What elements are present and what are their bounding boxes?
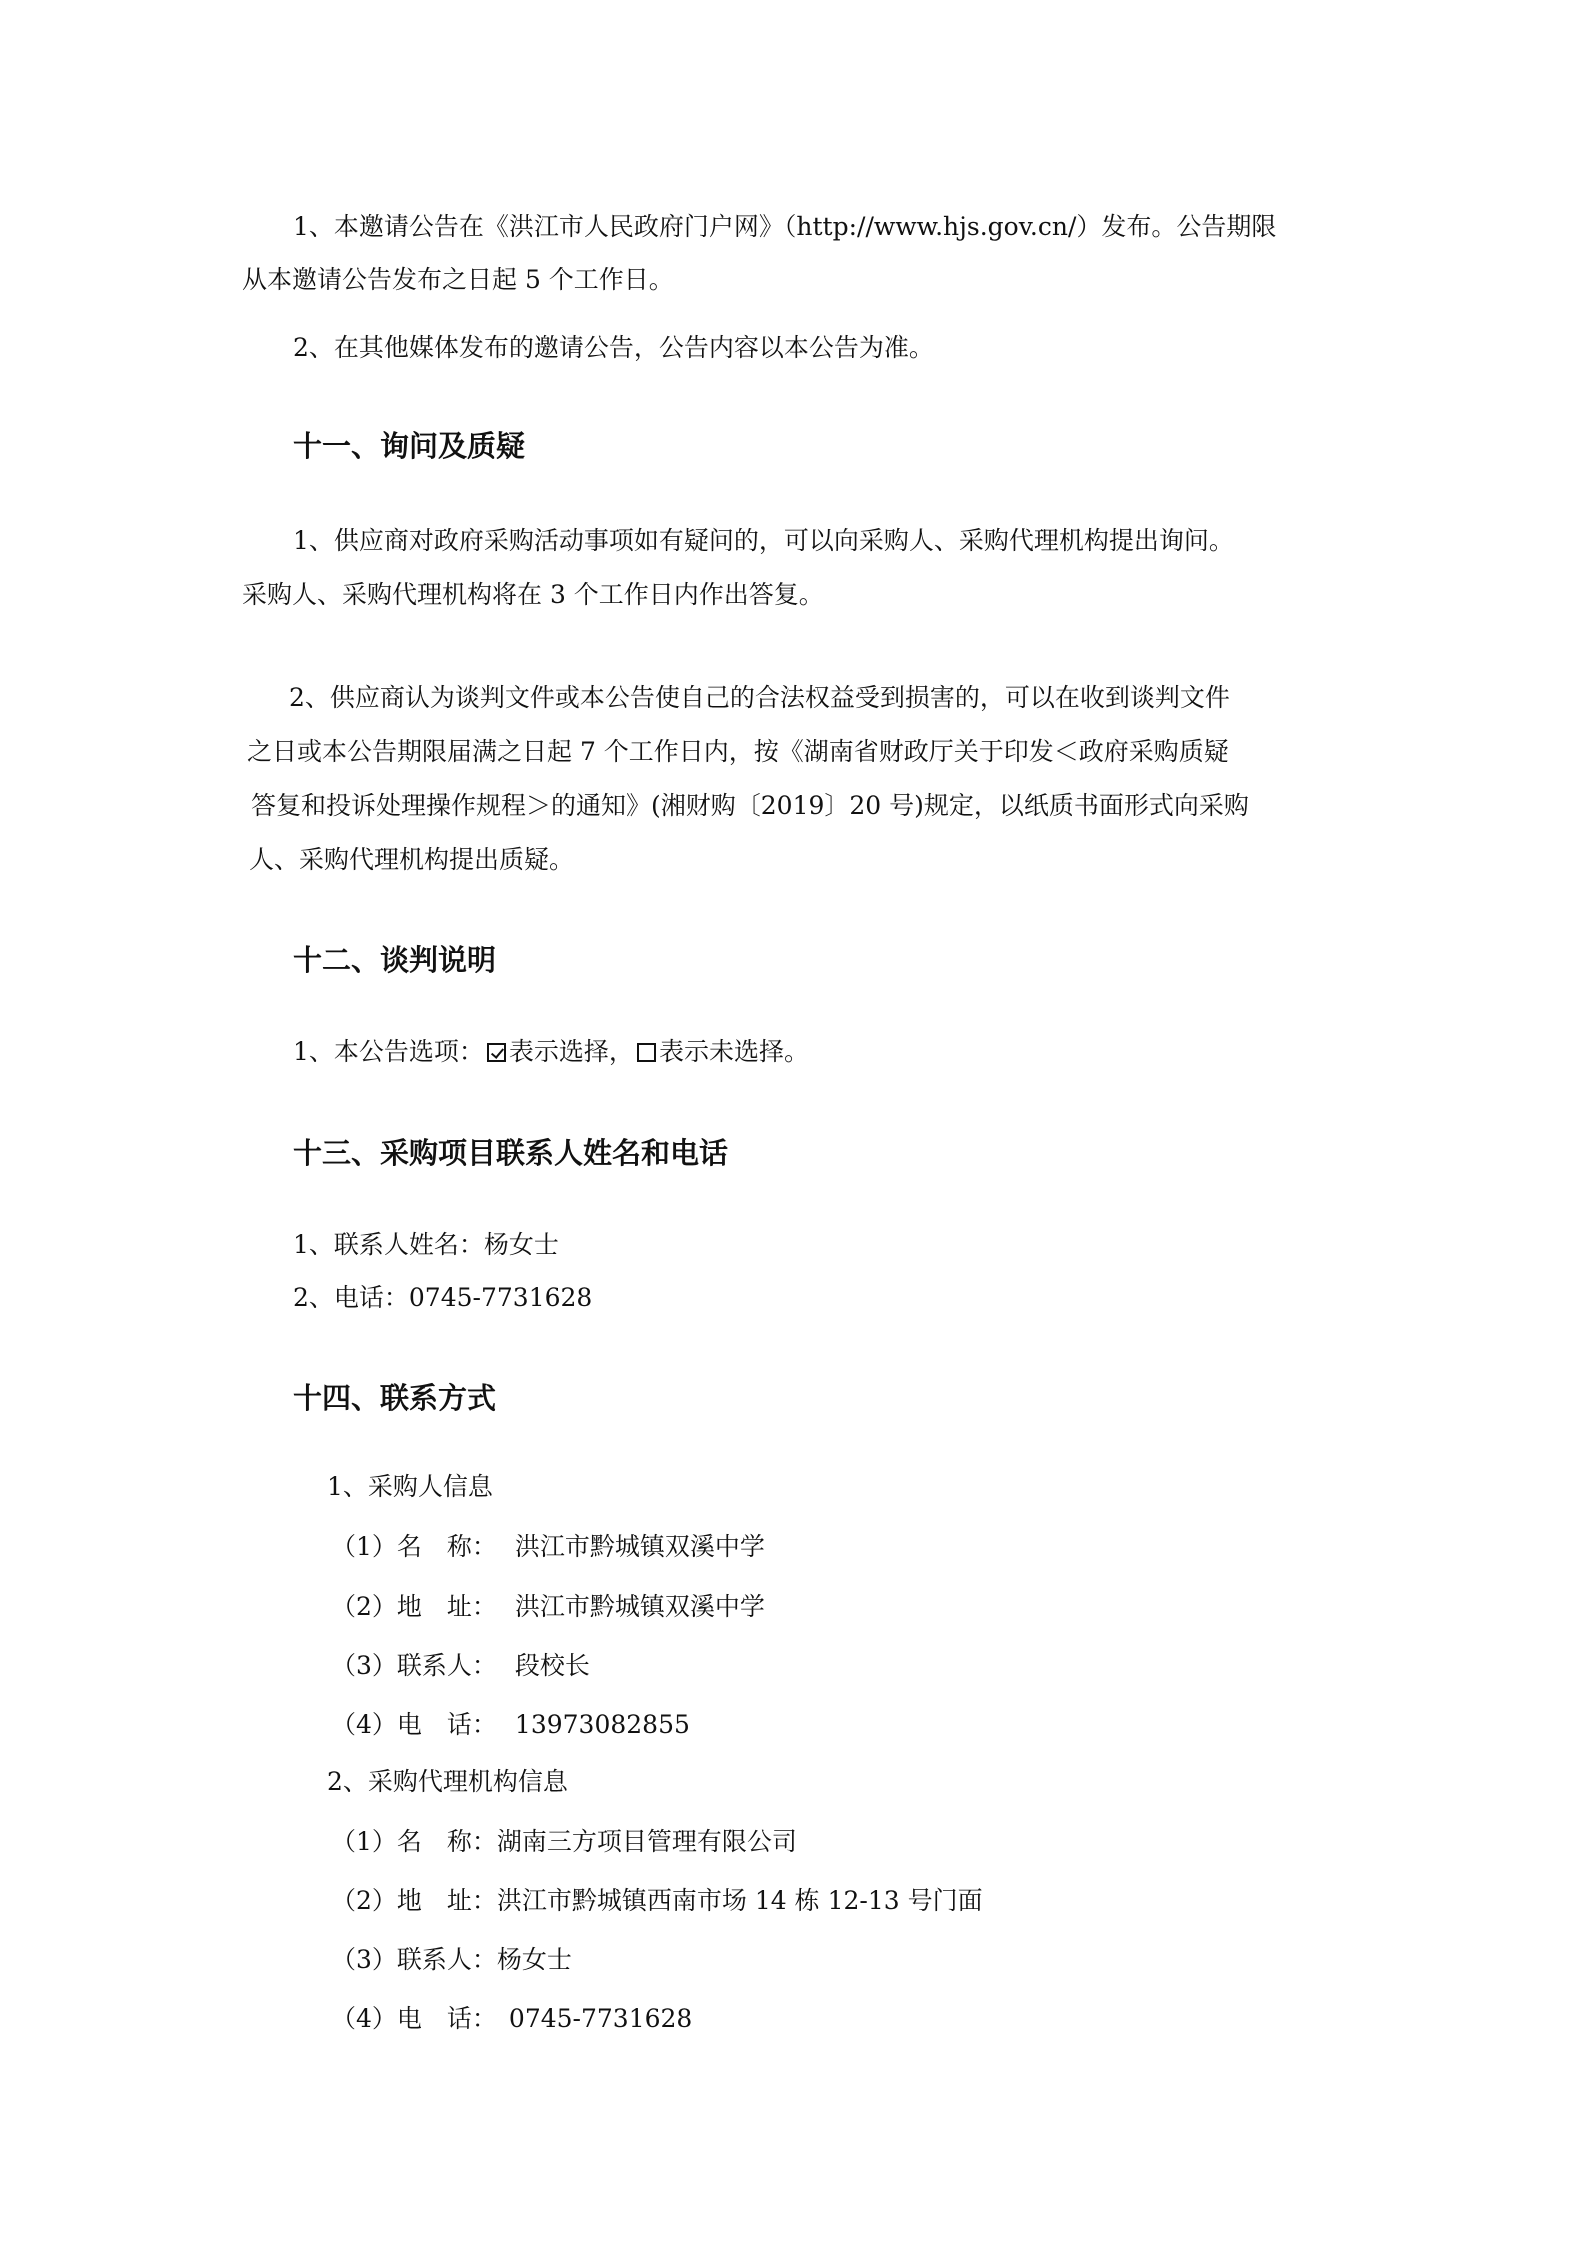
- buyer-value: 段校长: [514, 1651, 590, 1680]
- paragraph-challenge-line2: 之日或本公告期限届满之日起 7 个工作日内，按《湖南省财政厅关于印发＜政府采购质疑: [247, 737, 1229, 766]
- agency-value: 杨女士: [496, 1945, 572, 1974]
- heading-negotiation: 十二、谈判说明: [293, 943, 497, 977]
- buyer-value: 洪江市黔城镇双溪中学: [514, 1532, 765, 1561]
- agency-label: （4）电 话：: [331, 2004, 497, 2033]
- checked-box-icon: [487, 1043, 506, 1062]
- agency-label: （2）地 址：: [331, 1886, 497, 1915]
- buyer-label: （3）联系人：: [331, 1651, 497, 1680]
- agency-value: 洪江市黔城镇西南市场 14 栋 12-13 号门面: [496, 1886, 983, 1915]
- buyer-row: [331, 1589, 765, 1625]
- paragraph-challenge-line4: 人、采购代理机构提出质疑。: [249, 845, 575, 874]
- buyer-label: （1）名 称：: [331, 1532, 497, 1561]
- options-prefix: 1、本公告选项：: [293, 1037, 484, 1066]
- buyer-info-title: 1、采购人信息: [327, 1472, 493, 1501]
- contact-phone: 2、电话：0745-7731628: [293, 1283, 593, 1312]
- paragraph-inquiry-line1: 1、供应商对政府采购活动事项如有疑问的，可以向采购人、采购代理机构提出询问。: [293, 526, 1234, 555]
- agency-info-title: 2、采购代理机构信息: [327, 1767, 568, 1796]
- agency-label: （1）名 称：: [331, 1827, 497, 1856]
- buyer-row: [331, 1707, 690, 1743]
- paragraph-challenge-line3: 答复和投诉处理操作规程＞的通知》(湘财购〔2019〕20 号)规定，以纸质书面形式向采购: [251, 791, 1249, 820]
- agency-label: （3）联系人：: [331, 1945, 497, 1974]
- paragraph-options-legend: [293, 1034, 809, 1070]
- heading-project-contact: 十三、采购项目联系人姓名和电话: [293, 1136, 729, 1170]
- heading-inquiry: 十一、询问及质疑: [293, 429, 526, 463]
- paragraph-publication-line2: 从本邀请公告发布之日起 5 个工作日。: [242, 265, 674, 294]
- contact-name: 1、联系人姓名：杨女士: [293, 1230, 559, 1259]
- paragraph-inquiry-line2: 采购人、采购代理机构将在 3 个工作日内作出答复。: [242, 580, 824, 609]
- agency-value: 湖南三方项目管理有限公司: [496, 1827, 797, 1856]
- agency-row: [331, 1824, 797, 1860]
- paragraph-publication-line1: 1、本邀请公告在《洪江市人民政府门户网》（http://www.hjs.gov.cn/）发布。公告期限: [293, 212, 1277, 241]
- unchecked-label: 表示未选择。: [658, 1037, 809, 1066]
- buyer-row: [331, 1648, 590, 1684]
- unchecked-box-icon: [637, 1043, 656, 1062]
- paragraph-other-media: 2、在其他媒体发布的邀请公告，公告内容以本公告为准。: [293, 333, 934, 362]
- paragraph-challenge-line1: 2、供应商认为谈判文件或本公告使自己的合法权益受到损害的，可以在收到谈判文件: [289, 683, 1230, 712]
- heading-contact-info: 十四、联系方式: [293, 1381, 497, 1415]
- agency-row: [331, 1942, 572, 1978]
- buyer-value: 13973082855: [514, 1710, 690, 1739]
- agency-value: 0745-7731628: [508, 2004, 693, 2033]
- agency-row: [331, 1883, 983, 1919]
- checked-label: 表示选择，: [508, 1037, 634, 1066]
- buyer-row: [331, 1529, 765, 1565]
- buyer-label: （4）电 话：: [331, 1710, 497, 1739]
- buyer-label: （2）地 址：: [331, 1592, 497, 1621]
- buyer-value: 洪江市黔城镇双溪中学: [514, 1592, 765, 1621]
- agency-row: [331, 2001, 692, 2037]
